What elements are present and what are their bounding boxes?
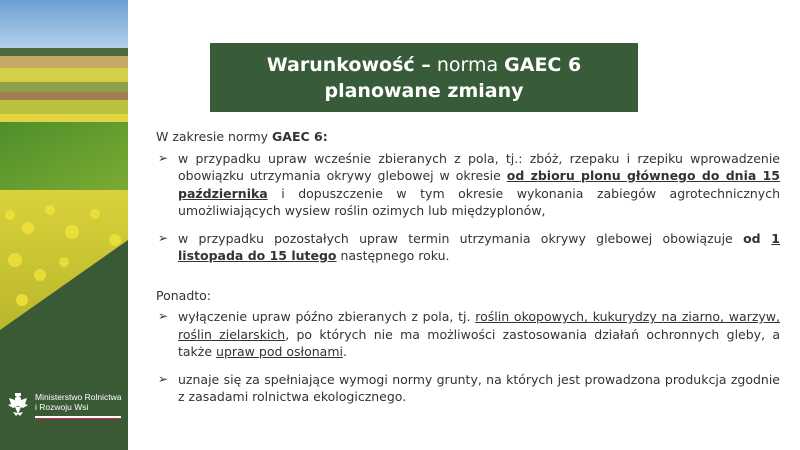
arrow-bullet-icon: ➢ <box>158 150 169 165</box>
slide-content <box>156 128 780 416</box>
field-landscape-image <box>0 0 128 450</box>
bullet2-text3: 1 listopada do 15 lutego <box>178 230 780 263</box>
slide-title <box>210 43 638 112</box>
title-line2 <box>210 78 638 104</box>
intro-prefix: W zakresie normy <box>156 129 273 144</box>
arrow-bullet-icon: ➢ <box>158 309 169 323</box>
left-photo-panel <box>0 0 128 450</box>
bullet3-text4: upraw pod osłonami <box>216 344 343 359</box>
bullet1-text2: od zbioru plonu głównego do dnia 15 października <box>178 168 780 201</box>
bullet2-text1: w przypadku pozostałych upraw termin utrzymania okrywy glebowej obowiązuje <box>178 230 744 246</box>
intro-bold: GAEC 6: <box>272 129 328 144</box>
ministry-name-line1: Ministerstwo Rolnictwa <box>35 392 122 402</box>
bullet2-text4: następnego roku. <box>336 248 450 263</box>
bullet2-text2: od <box>743 230 772 246</box>
bullet3-text3: , po których nie ma możliwości zastosowania działań ochronnych gleby, a także <box>178 326 780 359</box>
bullet1-text3: i dopuszczenie w tym okresie wykonania zabiegów agrotechnicznych umożliwiających wysiew roślin ozimych lub międzyplonów, <box>178 185 780 218</box>
ponadto-heading: Ponadto: <box>156 287 212 303</box>
arrow-bullet-icon: ➢ <box>158 230 169 245</box>
bullet-item-2 <box>156 230 780 265</box>
ministry-name <box>35 392 125 412</box>
bullet3-text5: . <box>342 344 347 359</box>
polish-eagle-emblem-icon <box>7 392 29 418</box>
bullet-item-3 <box>156 308 780 361</box>
title-bold-part2: GAEC 6 <box>504 54 582 76</box>
title-normal-part: norma <box>430 54 505 76</box>
title-subtitle: planowane zmiany <box>324 80 524 102</box>
title-line1 <box>210 52 638 78</box>
bullet1-text1: w przypadku upraw wcześnie zbieranych z pola, tj.: zbóż, rzepaku i rzepiku wprowadzenie obowiązku utrzymania okrywy glebowej w okresie <box>178 150 780 183</box>
section-spacer <box>156 275 780 287</box>
bullet3-text2: roślin okopowych, kukurydzy na ziarno, warzyw, roślin zielarskich <box>178 309 780 342</box>
ministry-name-line2: i Rozwoju Wsi <box>35 402 89 412</box>
title-bold-part1: Warunkowość – <box>266 54 431 76</box>
bullet4-text1: uznaje się za spełniające wymogi normy grunty, na których jest prowadzona produkcja zgodnie z zasadami rolnictwa ekologicznego. <box>178 371 780 404</box>
bullet3-text1: wyłączenie upraw późno zbieranych z pola, tj. <box>178 309 476 324</box>
bullet-item-4 <box>156 371 780 406</box>
intro-text <box>156 128 780 146</box>
ministry-flag-underline <box>35 416 121 419</box>
bullet-item-1 <box>156 150 780 220</box>
flag-red-stripe <box>35 418 121 420</box>
arrow-bullet-icon: ➢ <box>158 371 169 386</box>
